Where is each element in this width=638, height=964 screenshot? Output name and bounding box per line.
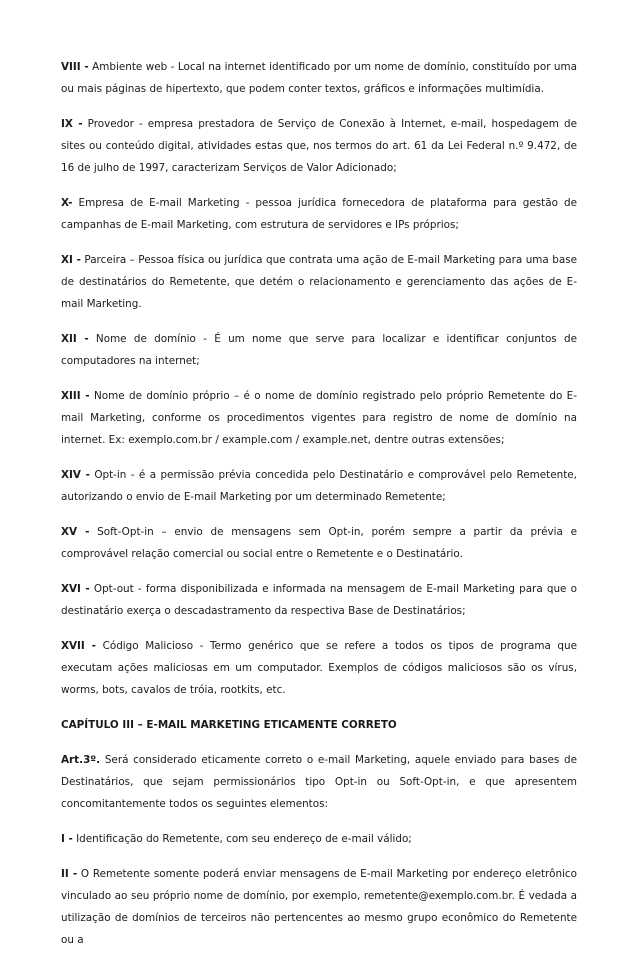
item-term: II -	[61, 868, 78, 880]
definition-xiv	[61, 464, 577, 508]
definition-term: VIII -	[61, 61, 89, 73]
definition-term: X-	[61, 197, 73, 209]
definition-text: Provedor - empresa prestadora de Serviço de Conexão à Internet, e-mail, hospedagem de sites ou conteúdo digital, atividades estas que, nos termos do art. 61 da Lei Federal n.º 9.472, de 16 de julho de 1997, caracterizam Serviços de Valor Adicionado;	[61, 118, 577, 174]
definition-term: XVI -	[61, 583, 90, 595]
definition-text: Soft-Opt-in – envio de mensagens sem Opt-in, porém sempre a partir da prévia e comprovável relação comercial ou social entre o Remetente e o Destinatário.	[61, 526, 577, 560]
item-term: I -	[61, 833, 73, 845]
definition-text: Nome de domínio - É um nome que serve para localizar e identificar conjuntos de computadores na internet;	[61, 333, 577, 367]
article-3	[61, 749, 577, 815]
definition-xvi	[61, 578, 577, 622]
definition-viii	[61, 56, 577, 100]
definition-text: Empresa de E-mail Marketing - pessoa jurídica fornecedora de plataforma para gestão de campanhas de E-mail Marketing, com estrutura de servidores e IPs próprios;	[61, 197, 577, 231]
item-i	[61, 828, 577, 850]
definition-xvii	[61, 635, 577, 701]
item-text: O Remetente somente poderá enviar mensagens de E-mail Marketing por endereço eletrônico vinculado ao seu próprio nome de domínio, por exemplo, remetente@exemplo.com.br. É vedada a utilização de domínios de terceiros não pertencentes ao mesmo grupo econômico do Remetente ou a	[61, 868, 577, 946]
definition-x	[61, 192, 577, 236]
definition-text: Opt-in - é a permissão prévia concedida pelo Destinatário e comprovável pelo Remetente, autorizando o envio de E-mail Marketing por um determinado Remetente;	[61, 469, 577, 503]
definition-term: IX -	[61, 118, 83, 130]
item-ii	[61, 863, 577, 951]
document-page	[61, 56, 577, 964]
article-term: Art.3º.	[61, 754, 101, 766]
article-text: Será considerado eticamente correto o e-mail Marketing, aquele enviado para bases de Destinatários, que sejam permissionários tipo Opt-in ou Soft-Opt-in, e que apresentem concomitantemente todos os seguintes elementos:	[61, 754, 577, 810]
chapter-heading: CAPÍTULO III – E-MAIL MARKETING ETICAMENTE CORRETO	[61, 719, 397, 731]
definition-term: XVII -	[61, 640, 96, 652]
definition-xi	[61, 249, 577, 315]
definition-term: XV -	[61, 526, 90, 538]
definition-text: Parceira – Pessoa física ou jurídica que contrata uma ação de E-mail Marketing para uma base de destinatários do Remetente, que detém o relacionamento e gerenciamento das ações de E-mail Marketing.	[61, 254, 578, 310]
definition-xiii	[61, 385, 577, 451]
item-text: Identificação do Remetente, com seu endereço de e-mail válido;	[72, 833, 412, 845]
definition-xv	[61, 521, 577, 565]
definition-text: Opt-out - forma disponibilizada e informada na mensagem de E-mail Marketing para que o destinatário exerça o descadastramento da respectiva Base de Destinatários;	[61, 583, 577, 617]
definition-term: XIII -	[61, 390, 90, 402]
definition-ix	[61, 113, 577, 179]
definition-term: XII -	[61, 333, 89, 345]
definition-text: Código Malicioso - Termo genérico que se refere a todos os tipos de programa que executam ações maliciosas em um computador. Exemplos de códigos maliciosos são os vírus, worms, bots, cavalos de tróia, rootkits, etc.	[61, 640, 577, 696]
definition-term: XI -	[61, 254, 81, 266]
definition-term: XIV -	[61, 469, 90, 481]
definition-xii	[61, 328, 577, 372]
definition-text: Nome de domínio próprio – é o nome de domínio registrado pelo próprio Remetente do E-mail Marketing, conforme os procedimentos vigentes para registro de nome de domínio na internet. Ex: exemplo.com.br / example.com / example.net, dentre outras extensões;	[61, 390, 577, 446]
definition-text: Ambiente web - Local na internet identificado por um nome de domínio, constituído por uma ou mais páginas de hipertexto, que podem conter textos, gráficos e informações multimídia.	[61, 61, 577, 95]
